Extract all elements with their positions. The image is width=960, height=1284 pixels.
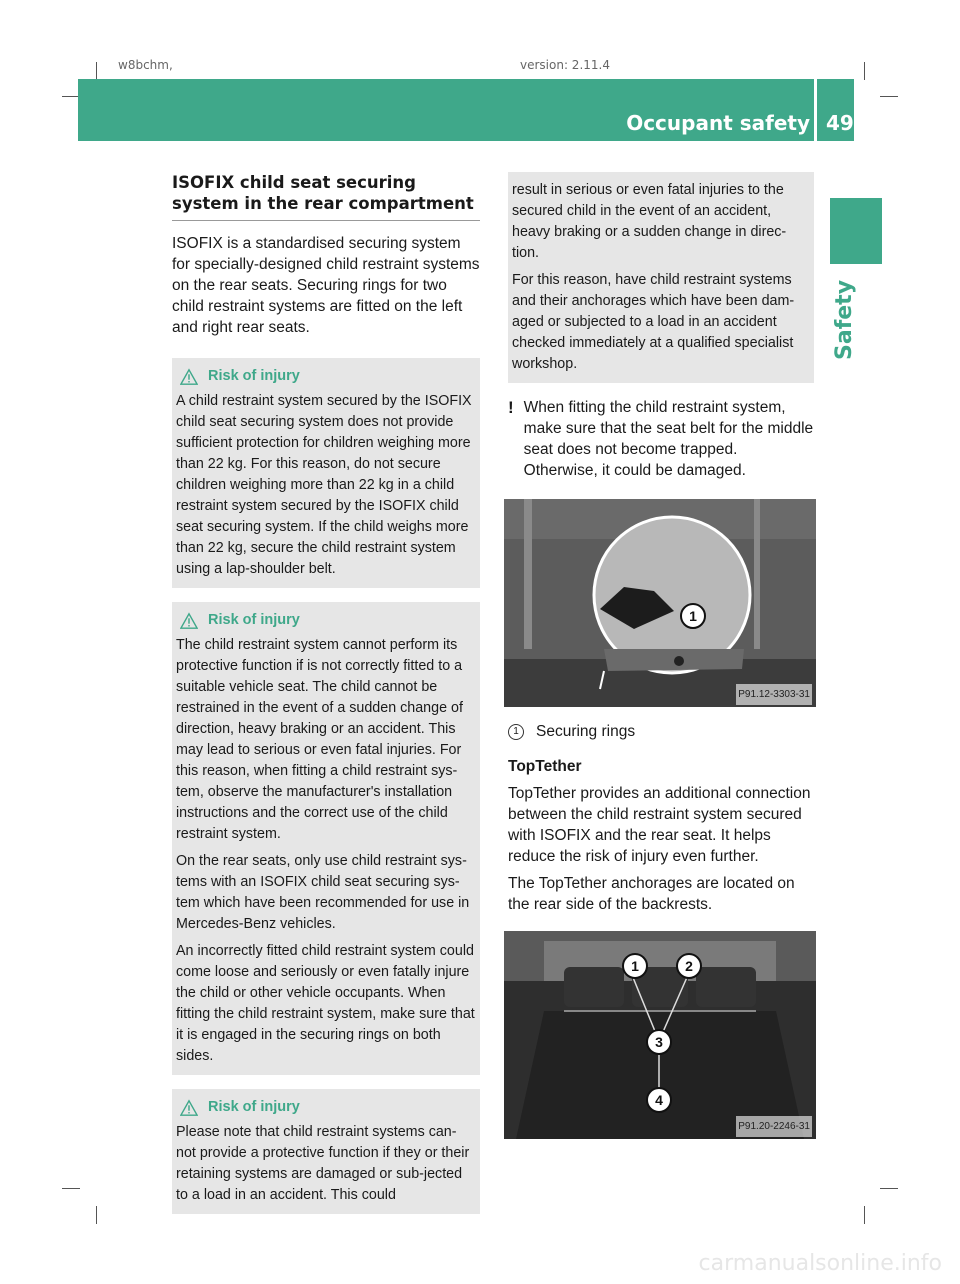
callout-1: 1 bbox=[680, 603, 706, 629]
crop-mark bbox=[96, 62, 97, 80]
header-divider bbox=[814, 79, 817, 141]
warning-text: For this reason, have child restraint systems and their anchorages which have been dam-aged or subjected to a load in an accident checked immediately at a qualified specialist workshop. bbox=[512, 272, 795, 372]
warning-title: Risk of injury bbox=[208, 612, 300, 628]
watermark: carmanualsonline.info bbox=[698, 1251, 942, 1276]
callout-1: 1 bbox=[622, 953, 648, 979]
warning-text: The child restraint system cannot perform its protective function if is not correctly fitted to a suitable vehicle seat. The child cannot be restrained in the event of a sudden change of direction, heavy braking or an accident. This may lead to serious or even fatal injuries. For this reason, when fitting a child restraint sys-tem, observe the manufacturer's installation instructions and the correct use of the child restraint system. bbox=[176, 637, 463, 842]
warning-box bbox=[172, 602, 480, 1075]
exclamation-icon: ! bbox=[508, 398, 514, 417]
callout-4: 4 bbox=[646, 1087, 672, 1113]
toptether-heading: TopTether bbox=[508, 758, 582, 775]
figure-caption bbox=[508, 721, 814, 742]
warning-triangle-icon bbox=[180, 1099, 198, 1117]
page-title: Occupant safety bbox=[626, 111, 810, 135]
version-meta: version: 2.11.4 bbox=[520, 58, 610, 72]
side-tab-marker bbox=[830, 198, 882, 264]
right-column bbox=[508, 172, 814, 1153]
callout-3: 3 bbox=[646, 1029, 672, 1055]
warning-box-continued bbox=[508, 172, 814, 383]
caption-number: 1 bbox=[508, 724, 524, 740]
left-column bbox=[172, 172, 480, 1228]
warning-text: An incorrectly fitted child restraint system could come loose and seriously or even fatally injure the child or other vehicle occupants. When fitting the child restraint system, make sure that it is engaged in the securing rings on both sides. bbox=[176, 943, 475, 1064]
intro-paragraph: ISOFIX is a standardised securing system for specially-designed child restraint systems on the rear seats. Securing rings for two child restraint systems are fitted on the left and right rear seats. bbox=[172, 235, 480, 336]
warning-box bbox=[172, 358, 480, 588]
warning-title: Risk of injury bbox=[208, 1099, 300, 1115]
crop-mark bbox=[880, 96, 898, 97]
figure-code: P91.12-3303-31 bbox=[736, 684, 812, 705]
securing-rings-illustration bbox=[504, 499, 816, 707]
warning-box bbox=[172, 1089, 480, 1214]
caption-text: Securing rings bbox=[536, 723, 636, 740]
figure-toptether bbox=[504, 931, 816, 1139]
crop-mark bbox=[880, 1188, 898, 1189]
warning-text: result in serious or even fatal injuries to the secured child in the event of an accident, heavy braking or a sudden change in direc-tion. bbox=[512, 182, 787, 261]
page-number: 49 bbox=[826, 111, 854, 135]
file-meta: w8bchm, bbox=[118, 58, 173, 72]
section-heading: ISOFIX child seat securing system in the rear compartment bbox=[172, 172, 480, 221]
warning-text: Please note that child restraint systems can-not provide a protective function if they or their retaining systems are damaged or sub-jected to a load in an accident. This could bbox=[176, 1124, 470, 1203]
figure-securing-rings bbox=[504, 499, 816, 707]
side-tab-label: Safety bbox=[832, 279, 857, 360]
crop-mark bbox=[62, 1188, 80, 1189]
figure-code: P91.20-2246-31 bbox=[736, 1116, 812, 1137]
toptether-paragraph: The TopTether anchorages are located on the rear side of the backrests. bbox=[508, 875, 795, 913]
note-text: When fitting the child restraint system, make sure that the seat belt for the middle seat does not become trapped. Otherwise, it could be damaged. bbox=[523, 399, 814, 479]
warning-text: On the rear seats, only use child restraint sys-tems with an ISOFIX child seat securing sys-tem which have been recommended for use in Mercedes-Benz vehicles. bbox=[176, 853, 470, 932]
note-block bbox=[508, 397, 814, 481]
crop-mark bbox=[864, 62, 865, 80]
toptether-paragraph: TopTether provides an additional connection between the child restraint system secured with ISOFIX and the rear seat. It helps reduce the risk of injury even further. bbox=[508, 785, 811, 865]
crop-mark bbox=[864, 1206, 865, 1224]
crop-mark bbox=[96, 1206, 97, 1224]
warning-triangle-icon bbox=[180, 368, 198, 386]
warning-title: Risk of injury bbox=[208, 368, 300, 384]
warning-text: A child restraint system secured by the ISOFIX child seat securing system does not provide sufficient protection for children weighing more than 22 kg. For this reason, do not secure children weighing more than 22 kg in a child restraint system secured by the ISOFIX child seat securing system. If the child weighs more than 22 kg, secure the child restraint system using a lap-shoulder belt. bbox=[176, 393, 472, 577]
callout-2: 2 bbox=[676, 953, 702, 979]
warning-triangle-icon bbox=[180, 612, 198, 630]
